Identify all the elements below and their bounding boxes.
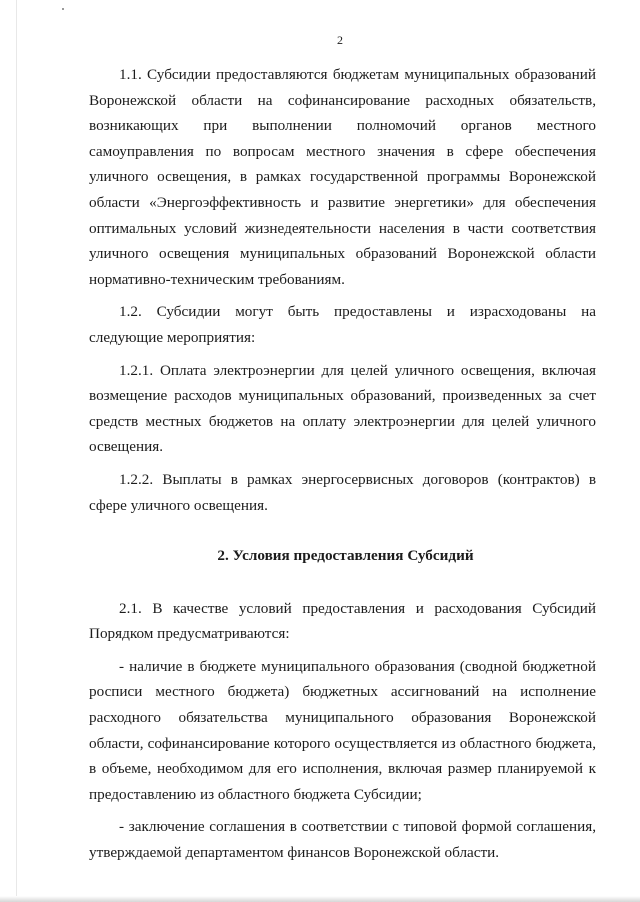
section-2-heading: 2. Условия предоставления Субсидий	[217, 547, 474, 565]
condition-bullet-1: - наличие в бюджете муниципального образования (сводной бюджетной росписи местного бюджета) бюджетных ассигнований на исполнение расходного обязательства муниципального образования Воронежской области, софинансирование которого осуществляется из областного бюджета, в объеме, необходимом для его исполнения, включая размер планируемой к предоставлению из областного бюджета Субсидии;	[89, 657, 596, 803]
scan-edge-left	[16, 0, 17, 902]
paragraph-2-1: 2.1. В качестве условий предоставления и расходования Субсидий Порядком предусматриваются:	[89, 599, 596, 643]
scan-edge-bottom	[0, 896, 640, 902]
scan-speck	[62, 8, 64, 10]
paragraph-1-2-1: 1.2.1. Оплата электроэнергии для целей уличного освещения, включая возмещение расходов муниципальных образований, произведенных за счет средств местных бюджетов на оплату электроэнергии для целей уличного освещения.	[89, 361, 596, 456]
page-number: 2	[337, 33, 343, 47]
paragraph-1-2: 1.2. Субсидии могут быть предоставлены и израсходованы на следующие мероприятия:	[89, 303, 596, 346]
paragraph-1-2-2: 1.2.2. Выплаты в рамках энергосервисных договоров (контрактов) в сфере уличного освещения.	[89, 470, 596, 514]
paragraph-1-1: 1.1. Субсидии предоставляются бюджетам муниципальных образований Воронежской области на софинансирование расходных обязательств, возникающих при выполнении полномочий органов местного самоуправления по вопросам местного значения в сфере обеспечения уличного освещения, в рамках государственной программы Воронежской области «Энергоэффективность и развитие энергетики» для обеспечения оптимальных условий жизнедеятельности населения в части соответствия уличного освещения муниципальных образований Воронежской области нормативно-техническим требованиям.	[89, 66, 596, 288]
condition-bullet-2: - заключение соглашения в соответствии с типовой формой соглашения, утверждаемой департаментом финансов Воронежской области.	[89, 818, 596, 862]
document-body	[89, 62, 596, 866]
